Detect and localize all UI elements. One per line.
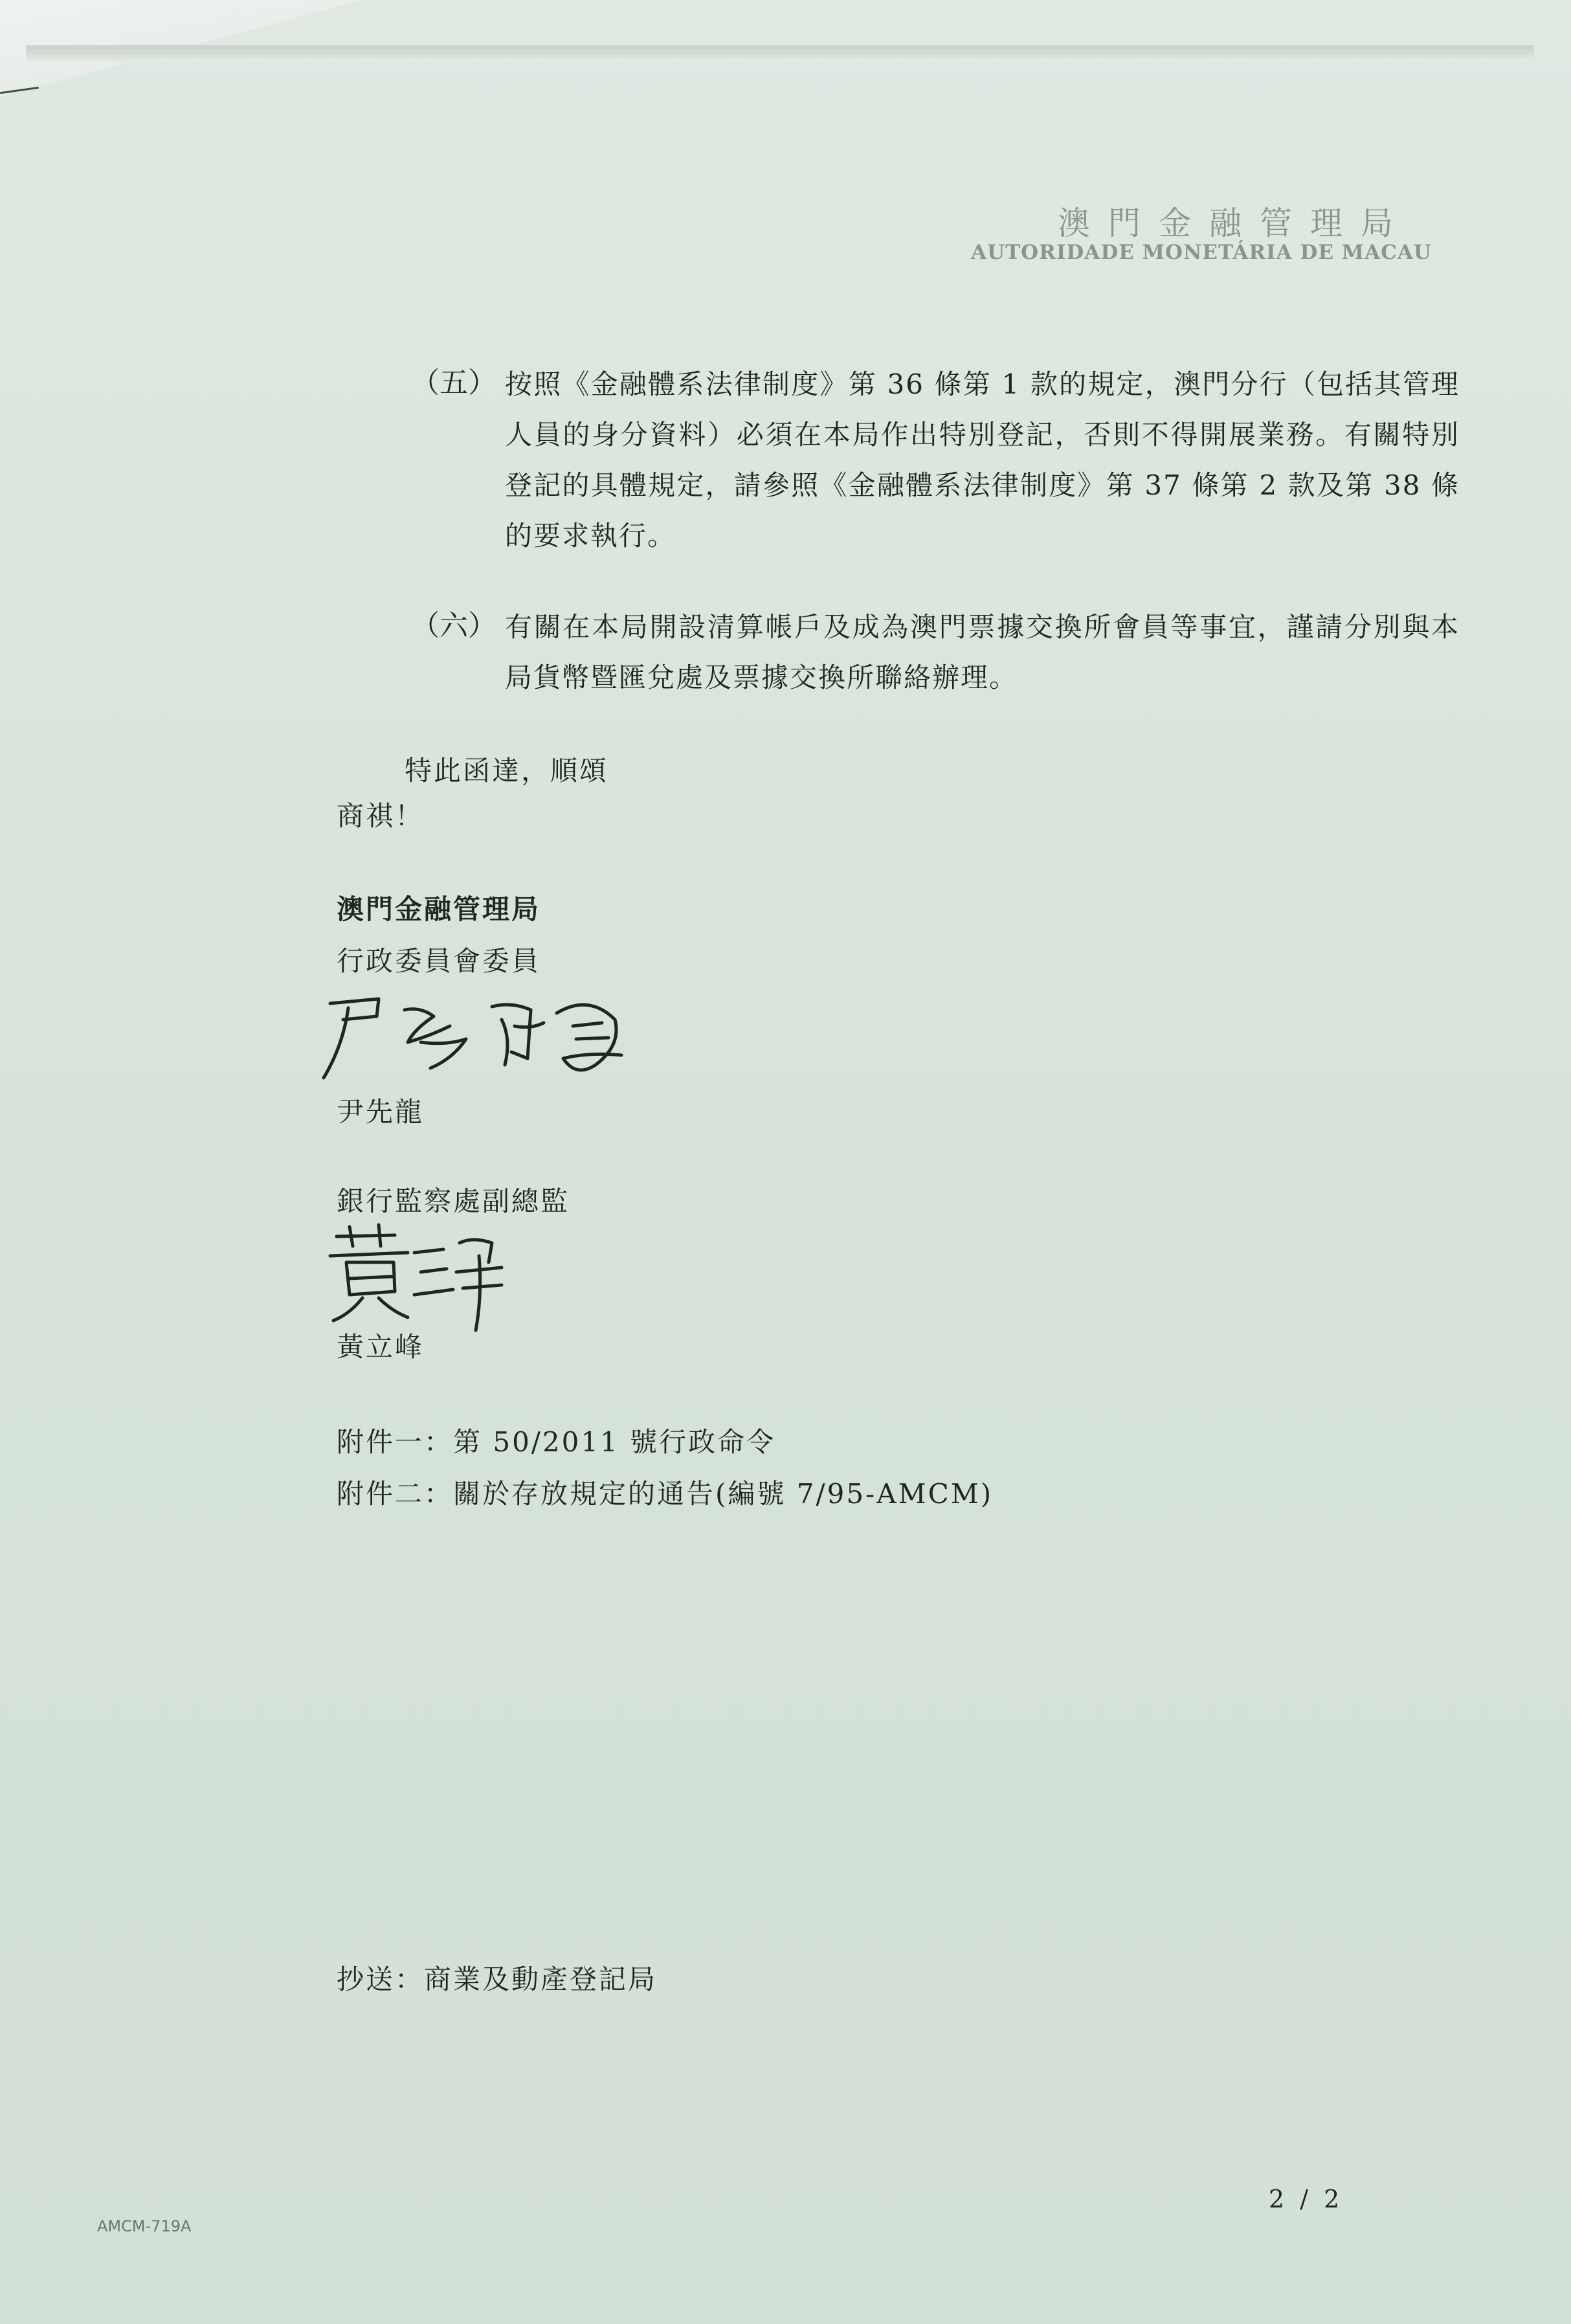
closing-line-2: 商祺！ [337, 800, 425, 832]
signature-2 [317, 1217, 511, 1334]
clause-number: （六） [411, 609, 496, 642]
clause-number: （五） [411, 366, 496, 399]
clause-text: 有關在本局開設清算帳戶及成為澳門票據交換所會員等事宜，謹請分別與本局貨幣暨匯兌處及票據交換所聯絡辦理。 [505, 611, 1460, 693]
clause-6 [411, 602, 1460, 712]
signatory-name-1: 尹先龍 [337, 1096, 425, 1128]
signatory-title-1: 行政委員會委員 [337, 945, 541, 977]
scan-edge-band [26, 45, 1534, 62]
form-code: AMCM-719A [97, 2217, 192, 2235]
signatory-name-2: 黃立峰 [337, 1331, 425, 1363]
signature-1 [317, 981, 654, 1091]
clause-5 [411, 359, 1460, 566]
letterhead-chinese: 澳門金融管理局 [1058, 205, 1411, 242]
signatory-organization: 澳門金融管理局 [337, 893, 541, 925]
attachment-2: 附件二：關於存放規定的通告(編號 7/95-AMCM) [337, 1478, 994, 1510]
signatory-title-2: 銀行監察處副總監 [337, 1185, 570, 1217]
clause-text: 按照《金融體系法律制度》第 36 條第 1 款的規定，澳門分行（包括其管理人員的身分資料）必須在本局作出特別登記，否則不得開展業務。有關特別登記的具體規定，請參照《金融體系法律制度》第 37 條第 2 款及第 38 條的要求執行。 [505, 368, 1460, 552]
letterhead-portuguese: AUTORIDADE MONETÁRIA DE MACAU [971, 241, 1432, 264]
attachment-1: 附件一：第 50/2011 號行政命令 [337, 1426, 776, 1458]
page-number: 2 / 2 [1269, 2185, 1344, 2213]
carbon-copy-line: 抄送：商業及動產登記局 [337, 1963, 658, 1995]
closing-line-1: 特此函達，順頌 [405, 755, 609, 787]
